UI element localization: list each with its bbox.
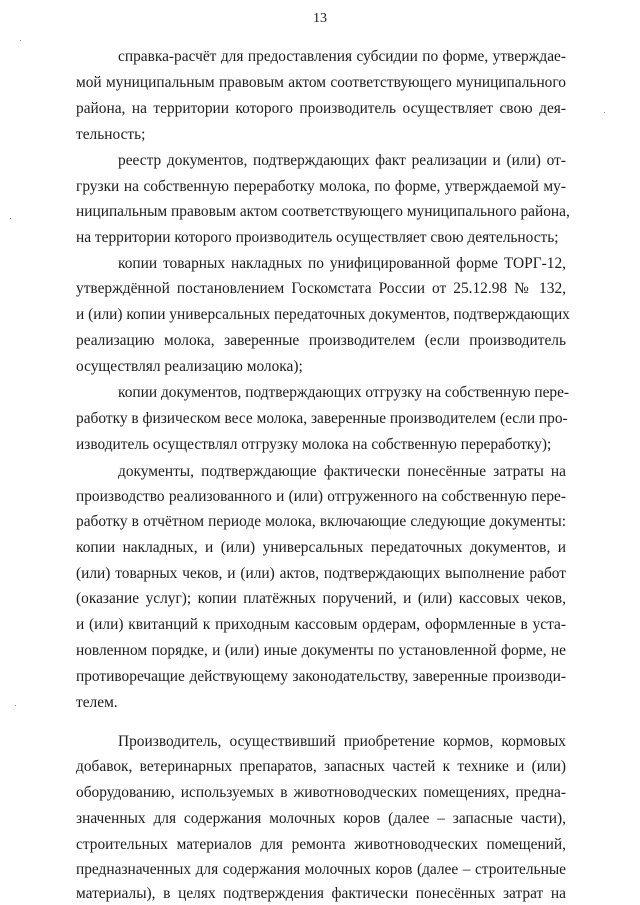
text-line: копии товарных накладных по унифицированной форме ТОРГ-12, xyxy=(118,255,566,272)
text-line: реализацию молока, заверенные производителем (если производитель xyxy=(76,332,566,349)
page-number: 13 xyxy=(313,11,327,26)
scan-speck xyxy=(10,218,11,219)
text-line: копии накладных, и (или) универсальных передаточных документов, и xyxy=(76,539,566,556)
text-line: изводитель осуществлял отгрузку молока на собственную переработку); xyxy=(76,436,552,453)
text-line: грузки на собственную переработку молока, по форме, утверждаемой му- xyxy=(76,178,566,195)
text-line: района, на территории которого производитель осуществляет свою дея- xyxy=(76,100,566,117)
text-line: утверждённой постановлением Госкомстата России от 25.12.98 № 132, xyxy=(76,280,566,297)
text-line: на территории которого производитель осуществляет свою деятельность; xyxy=(76,229,559,246)
scan-speck xyxy=(604,112,605,113)
text-line: и (или) квитанций к приходным кассовым ордерам, оформленные в уста- xyxy=(76,616,566,633)
scan-speck xyxy=(20,40,21,41)
text-line: предназначенных для содержания молочных коров (далее – строительные xyxy=(76,861,566,878)
text-line: телем. xyxy=(76,694,118,711)
text-line: оборудованию, используемых в животноводческих помещениях, предна- xyxy=(76,784,566,801)
text-line: работку в отчётном периоде молока, включающие следующие документы: xyxy=(76,513,566,530)
text-line: производство реализованного и (или) отгруженного на собственную пере- xyxy=(76,488,566,505)
text-line: строительных материалов для ремонта животноводческих помещений, xyxy=(76,836,566,853)
text-line: добавок, ветеринарных препаратов, запасных частей к технике и (или) xyxy=(76,758,566,775)
text-line: копии документов, подтверждающих отгрузку на собственную пере- xyxy=(118,384,570,401)
text-line: новленном порядке, и (или) иные документы по установленной форме, не xyxy=(76,642,566,659)
text-line: реестр документов, подтверждающих факт реализации и (или) от- xyxy=(118,152,566,169)
text-line: осуществлял реализацию молока); xyxy=(76,358,303,375)
text-line: Производитель, осуществивший приобретение кормов, кормовых xyxy=(118,733,566,750)
text-line: значенных для содержания молочных коров (далее – запасные части), xyxy=(76,810,566,827)
text-line: и (или) копии универсальных передаточных документов, подтверждающих xyxy=(76,306,570,323)
text-line: (или) товарных чеков, и (или) актов, подтверждающих выполнение работ xyxy=(76,565,566,582)
text-line: ниципальным правовым актом соответствующего муниципального района, xyxy=(76,203,570,220)
text-line: материалы), в целях подтверждения фактически понесённых затрат на xyxy=(76,885,566,902)
text-line: документы, подтверждающие фактически понесённые затраты на xyxy=(118,463,566,480)
text-line: (оказание услуг); копии платёжных поручений, и (или) кассовых чеков, xyxy=(76,590,566,607)
text-line: мой муниципальным правовым актом соответствующего муниципального xyxy=(76,74,566,91)
text-line: тельность; xyxy=(76,126,146,143)
text-line: работку в физическом весе молока, заверенные производителем (если про- xyxy=(76,410,568,427)
text-line: справка-расчёт для предоставления субсидии по форме, утверждае- xyxy=(118,48,566,65)
scan-speck xyxy=(15,705,16,706)
text-line: противоречащие действующему законодательству, заверенные производи- xyxy=(76,668,566,685)
